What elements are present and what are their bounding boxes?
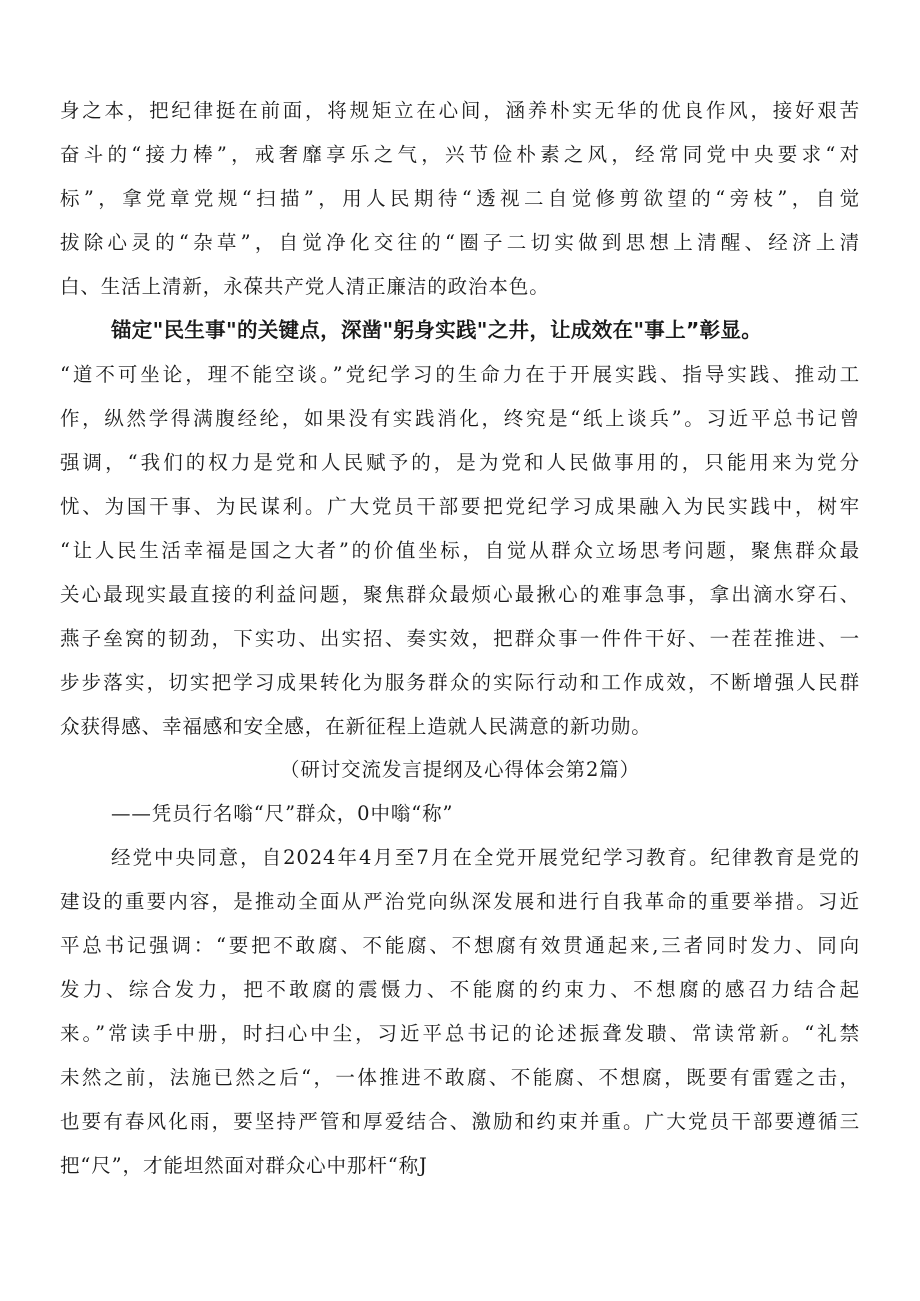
paragraph-1-line-3: 标”，拿党章党规“扫描”，用人民期待“透视二自觉修剪欲望的“旁枝”，自觉 bbox=[60, 187, 860, 210]
paragraph-3-line-6: 未然之前，法施已然之后“，一体推进不敢腐、不能腐、不想腐，既要有雷霆之击， bbox=[60, 1066, 860, 1089]
paragraph-3-line-4: 发力、综合发力，把不敢腐的震慑力、不能腐的约束力、不想腐的感召力结合起 bbox=[60, 978, 860, 1001]
paragraph-1-line-2: 奋斗的“接力棒”，戒奢靡享乐之气，兴节俭朴素之风，经常同党中央要求“对 bbox=[60, 143, 860, 166]
paragraph-2-line-3: 强调，“我们的权力是党和人民赋予的，是为党和人民做事用的，只能用来为党分 bbox=[60, 451, 860, 474]
section-title: （研讨交流发言提纲及心得体会第2篇） bbox=[279, 758, 641, 781]
paragraph-3-line-7: 也要有春风化雨，要坚持严管和厚爱结合、激励和约束并重。广大党员干部要遵循三 bbox=[60, 1110, 860, 1133]
section-subtitle: ——凭员行名嗡“尺”群众，0中嗡“称” bbox=[111, 802, 454, 825]
paragraph-1-line-4: 拔除心灵的“杂草”，自觉净化交往的“圈子二切实做到思想上清醒、经济上清 bbox=[60, 231, 860, 254]
paragraph-3-line-3: 平总书记强调：“要把不敢腐、不能腐、不想腐有效贯通起来,三者同时发力、同向 bbox=[60, 934, 860, 957]
paragraph-2-line-5: “让人民生活幸福是国之大者”的价值坐标，自觉从群众立场思考问题，聚焦群众最 bbox=[60, 539, 860, 562]
paragraph-2-line-9: 众获得感、幸福感和安全感，在新征程上造就人民满意的新功勋。 bbox=[60, 715, 652, 738]
paragraph-3-line-5: 来。”常读手中册，时扫心中尘，习近平总书记的论述振聋发聩、常读常新。“礼禁 bbox=[60, 1022, 860, 1045]
paragraph-2-line-7: 燕子垒窝的韧劲，下实功、出实招、奏实效，把群众事一件件干好、一茬茬推进、一 bbox=[60, 627, 860, 650]
paragraph-2-line-6: 关心最现实最直接的利益问题，聚焦群众最烦心最揪心的难事急事，拿出滴水穿石、 bbox=[60, 583, 860, 606]
paragraph-3-line-8: 把“尺”，才能坦然面对群众心中那杆“称J bbox=[60, 1154, 428, 1177]
paragraph-1-line-5: 白、生活上清新，永葆共产党人清正廉洁的政治本色。 bbox=[60, 275, 550, 298]
paragraph-2-line-4: 忧、为国干事、为民谋利。广大党员干部要把党纪学习成果融入为民实践中，树牢 bbox=[60, 495, 860, 518]
paragraph-2-line-8: 步步落实，切实把学习成果转化为服务群众的实际行动和工作成效，不断增强人民群 bbox=[60, 671, 860, 694]
paragraph-3-line-2: 建设的重要内容，是推动全面从严治党向纵深发展和进行自我革命的重要举措。习近 bbox=[60, 890, 860, 913]
paragraph-2-line-2: 作，纵然学得满腹经纶，如果没有实践消化，终究是“纸上谈兵”。习近平总书记曾 bbox=[60, 407, 860, 430]
paragraph-3-line-1: 经党中央同意，自2024年4月至7月在全党开展党纪学习教育。纪律教育是党的 bbox=[111, 846, 860, 869]
paragraph-2-line-1: “道不可坐论，理不能空谈。”党纪学习的生命力在于开展实践、指导实践、推动工 bbox=[60, 363, 860, 386]
section-heading: 锚定"民生事"的关键点，深凿"躬身实践"之井，让成效在"事上”彰显。 bbox=[111, 318, 763, 342]
paragraph-1-line-1: 身之本，把纪律挺在前面，将规矩立在心间，涵养朴实无华的优良作风，接好艰苦 bbox=[60, 99, 860, 122]
